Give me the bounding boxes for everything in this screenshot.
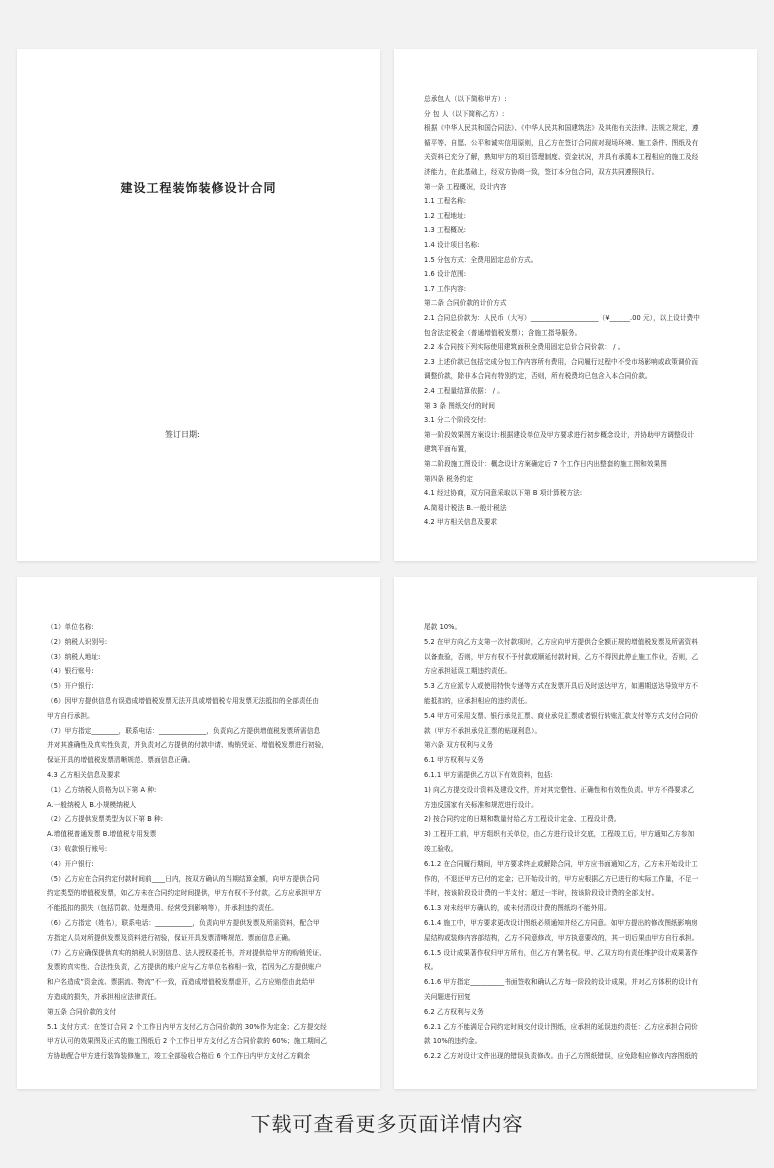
contract-title: 建设工程装饰装修设计合同 [120,181,277,195]
text-line: 2) 按合同约定的日期和数量付给乙方工程设计定金、工程设计费。 [424,815,621,824]
text-line: A.简易计税法 B.一般计税法 [424,503,507,512]
text-line: 作的，不退还甲方已付的定金；已开始设计的，甲方应根据乙方已进行的实际工作量，不足一 [424,874,699,883]
text-line: 不能抵扣的损失（包括罚款、处理费用、经营受到影响等），并承担违约责任。 [47,904,278,913]
text-line: 6.2.1 乙方不能满足合同约定时间交付设计图纸，应承担的延误违约责任：乙方应承担合同价 [424,1022,698,1031]
text-line: 建筑平面布置， [424,445,471,454]
text-line: （7）乙方应确保提供真实的纳税人识别信息、法人授权委托书，并对提供给甲方的购销凭证、 [47,948,326,957]
text-line: 第六条 双方权利与义务 [424,741,494,750]
text-line: 并对其准确性及真实性负责，并负责对乙方提供的付款申请、购销凭证、增值税发票进行初验， [47,741,329,750]
text-line: 6.2 乙方权利与义务 [424,1007,484,1016]
text-line: 第五条 合同价款的支付 [47,1007,117,1016]
text-line: 保证开具的增值税发票清晰规范、票面信息正确。 [47,756,195,765]
text-line: A.增值税普通发票 B.增值税专用发票 [47,830,157,839]
text-line: 1.2 工程地址: [424,211,467,220]
text-line: （2）乙方提供发票类型为以下第 B 种: [47,815,164,824]
text-line: 第一阶段效果图方案设计:根据建设单位及甲方要求进行初步概念设计，并协助甲方调整设计 [424,430,695,439]
text-line: 循平等、自愿、公平和诚实信用原则，且乙方在签订合同前对现场环境、施工条件、图纸及有 [424,138,699,147]
text-line: （5）开户银行: [47,682,94,691]
text-line: 关资料已充分了解，熟知甲方的项目管理制度、资金状况，并具有承揽本工程相应的施工及经 [424,153,699,162]
text-line: 1.3 工程概况: [424,226,467,235]
text-line: （4）开户银行: [47,859,94,868]
text-line: 6.1.1 甲方需提供乙方以下有效资料，包括: [424,771,553,779]
text-line: 半时，按该阶段设计费的一半支付；超过一半时，按该阶段设计费的全部支付。 [424,889,659,898]
text-line: 6.1.2 在合同履行期间，甲方要求终止或解除合同，甲方应书面通知乙方，乙方未开始设计工 [424,859,698,868]
text-line: 6.1.3 对未经甲方确认的，或未付清设计费的图纸均不能外用。 [424,904,611,913]
text-line: 第四条 税务约定 [424,474,474,483]
text-line: 调整价款，除非本合同有特别约定，否则，所有税费均已包含入本合同价款。 [424,372,652,381]
contract-cover-page [17,49,380,561]
text-line: （6）乙方指定（姓名），联系电话：___________，负责向甲方提供发票及所需资料，配合甲 [47,919,320,927]
text-line: （3）纳税人地址: [47,652,101,661]
text-line: 能抵扣的，应承担相应的违约责任。 [424,697,532,705]
text-line: 以备查验，否则，甲方有权不予付款或顺延付款时间，乙方不得因此停止施工作业，否则，乙 [424,652,699,661]
text-line: 1.6 设计范围: [424,270,467,279]
text-line: 1.1 工程名称: [424,197,467,206]
text-line: 4.3 乙方相关信息及要求 [47,771,121,779]
download-more-caption[interactable]: 下载可查看更多页面详情内容 [250,1112,524,1136]
text-line: 4.2 甲方相关信息及要求 [424,518,498,527]
text-line: 济能力，在此基础上，经双方协商一致，签订本分包合同，双方共同遵照执行。 [424,168,659,176]
text-line: 1.4 设计项目名称: [424,241,480,249]
text-line: 发票的真实性、合法性负责，乙方提供的账户应与乙方单位名称相一致，若因为乙方提供账户 [47,963,322,972]
text-line: 权。 [424,963,438,972]
text-line: 根据《中华人民共和国合同法》、《中华人民共和国建筑法》及其他有关法律、法规之规定，遵 [424,124,699,133]
text-line: （5）乙方应在合同约定付款时间前____日内，按双方确认的当期结算金额，向甲方提供合同 [47,874,320,883]
contract-page-2 [394,49,757,561]
text-line: 2.4 工程量结算依据： / 。 [424,387,504,395]
text-line: A.一般纳税人 B.小规模纳税人 [47,800,137,809]
text-line: 方造成的损失，并承担相应法律责任。 [47,993,161,1001]
text-line: 屋结构或装修内容部结构，乙方不同意修改，甲方执意要改的，其一切后果由甲方自行承担。 [424,933,699,942]
text-line: 第一条 工程概况，设计内容 [424,182,507,191]
text-line: 第二阶段施工图设计：概念设计方案确定后 7 个工作日内出整套的施工图和效果图 [424,460,667,468]
text-line: 6.1.5 设计成果著作权归甲方所有，但乙方有署名权。甲、乙双方均有责任维护设计成果著作 [424,948,698,957]
text-line: 3) 工程开工前，甲方组织有关单位，由乙方进行设计交底，工程竣工后，甲方通知乙方参加 [424,830,695,839]
text-line: 包含法定税金（普通增值税发票）；含施工指导服务。 [424,328,582,337]
text-line: 和户名造成”资金流、票据流、物流”不一致，而造成增值税发票虚开，乙方应赔偿由此给甲 [47,978,316,987]
text-line: 甲方自行承担。 [47,711,94,720]
text-line: 方指定人员对所提供发票及资料进行初验，保证开具发票清晰规范、票面信息正确。 [47,933,295,942]
text-line: 6.1.4 施工中，甲方要求更改设计图纸必须通知并经乙方同意。如甲方提出的修改图纸影响房 [424,919,698,927]
text-line: 尾款 10%。 [424,623,462,631]
text-line: （7）甲方指定________，联系电话：______________，负责向乙方提供增值税发票所需信息 [47,726,321,735]
text-line: 6.1 甲方权利与义务 [424,756,484,765]
text-line: （6）因甲方提供信息有误造成增值税发票无法开具或增值税专用发票无法抵扣的全部责任由 [47,697,320,705]
text-line: 约定类型的增值税发票，如乙方未在合同约定时间提供，甲方有权不予付款，乙方应承担甲方 [47,889,322,898]
text-line: （1）单位名称: [47,623,94,631]
text-line: 5.2 在甲方向乙方支第一次付款项时，乙方应向甲方提供合全额正规的增值税发票及所需资料 [424,637,699,646]
text-line: 款 10%的违约金。 [424,1037,482,1046]
text-line: 关问题进行回复 [424,993,471,1001]
text-line: 甲方认可的效果图及正式的施工图纸后 2 个工作日甲方支付乙方合同价款的 60%；施工期间乙 [47,1037,328,1046]
contract-page-3 [17,577,380,1089]
text-line: 6.1.6 甲方指定__________书面签收和确认乙方每一阶段的设计成果，并对乙方体积的设计有 [424,978,699,987]
text-line: 第二条 合同价款的计价方式 [424,299,507,308]
text-line: 方协助配合甲方进行装饰装修施工，竣工全部验收合格后 6 个工作日内甲方支付乙方剩余 [47,1052,311,1061]
text-line: 2.3 上述价款已包括完成分包工作内容所有费用，合同履行过程中不受市场影响或政策调价而 [424,357,699,366]
text-line: （1）乙方纳税人资格为以下第 A 种: [47,785,157,794]
text-line: 第 3 条 图纸交付的时间 [424,401,496,410]
text-line: （2）纳税人识别号: [47,637,108,646]
text-line: 1) 向乙方提交设计资料及建设文件，并对其完整性、正确性和有效性负责。甲方不得要求乙 [424,785,695,794]
contract-page-4 [394,577,757,1089]
text-line: 6.2.2 乙方对设计文件出现的错误负责修改。由于乙方图纸错误，应免除相应修改内容图纸的 [424,1052,698,1061]
text-line: 2.1 合同总价款为：人民币（大写）____________________（¥______.00 元），以上设计费中 [424,314,700,322]
text-line: 款（甲方不承担承兑汇票的贴现利息）。 [424,726,542,735]
text-line: 1.5 分包方式：全费用固定总价方式。 [424,255,538,264]
text-line: 5.3 乙方应派专人或使用特快专递等方式在发票开具后及时送达甲方，如遇期送达导致甲方不 [424,682,699,691]
text-line: 5.4 甲方可采用支票、银行承兑汇票、商业承兑汇票或者银行转账汇款支付等方式支付合同价 [424,711,699,720]
text-line: 3.1 分二个阶段交付: [424,416,487,425]
text-line: （4）银行账号: [47,667,94,676]
sign-date-label: 签订日期: [165,430,200,439]
text-line: 2.2 本合同按下列实际使用建筑面积全费用固定总价合同价款： / 。 [424,343,625,352]
text-line: 分 包 人（以下简称乙方）: [424,109,505,118]
text-line: 总承包人（以下简称甲方）: [424,95,507,103]
text-line: 4.1 经过协商，双方同意采取以下第 B 项计算税方法: [424,489,583,498]
text-line: 方应承担延误工期违约责任。 [424,667,512,676]
text-line: 竣工验收。 [424,845,458,853]
text-line: （3）收款银行账号: [47,845,108,853]
text-line: 5.1 支付方式：在签订合同 2 个工作日内甲方支付乙方合同价款的 30%作为定金；乙方提交经 [47,1022,327,1031]
text-line: 方违反国家有关标准和规范进行设计。 [424,800,538,809]
text-line: 1.7 工作内容: [424,284,467,293]
